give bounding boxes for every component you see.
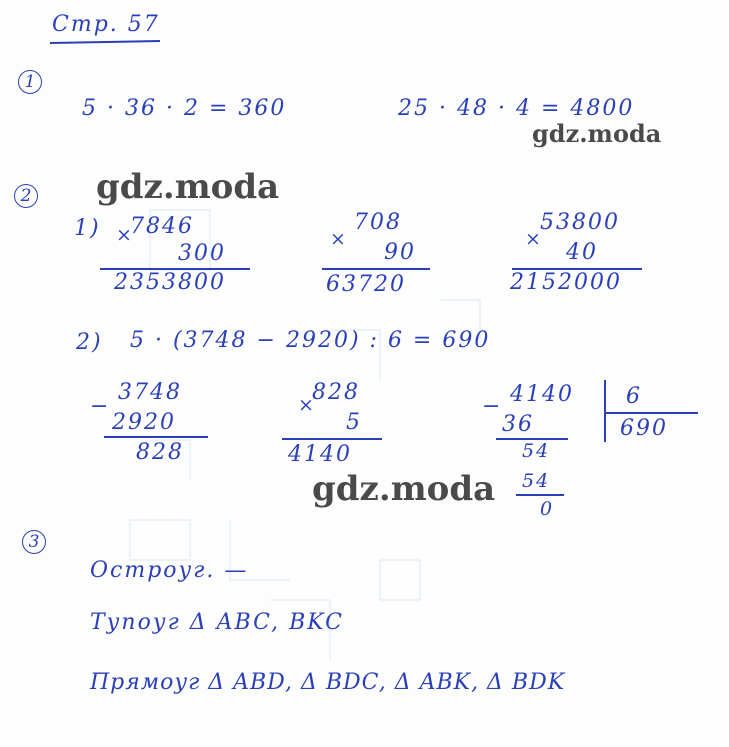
task2-number: 2 [14, 184, 38, 208]
m2-result: 63720 [326, 272, 406, 297]
task1-number: 1 [18, 70, 42, 94]
m1-top: 7846 [130, 214, 194, 239]
m3-top: 53800 [540, 210, 620, 235]
div-vertical-bar [604, 380, 606, 442]
task1-expression-b: 25 · 48 · 4 = 4800 [398, 96, 635, 121]
page-label: Стр. 57 [52, 12, 160, 37]
task3-number: 3 [22, 530, 46, 554]
task3-line-right: Прямоуг Δ ABD, Δ BDC, Δ ABK, Δ BDK [90, 670, 566, 695]
div-divisor: 6 [626, 384, 642, 409]
div-divisor-line [606, 412, 698, 414]
div-quotient: 690 [620, 416, 668, 441]
div-step1-sub: 36 [502, 412, 534, 437]
task3-line-obtuse: Тупоуг Δ ABC, BKC [90, 610, 344, 635]
m3-result: 2152000 [510, 270, 622, 295]
task2-part2-label: 2) [76, 330, 103, 355]
div-sign: − [482, 394, 503, 419]
m3-sign: × [525, 228, 543, 250]
sub-top: 3748 [118, 380, 182, 405]
task1-expression-a: 5 · 36 · 2 = 360 [82, 96, 287, 121]
mul-line [282, 438, 382, 440]
sub-sign: − [90, 394, 111, 419]
m1-result: 2353800 [114, 270, 226, 295]
mul-top: 828 [312, 380, 360, 405]
sub-line [104, 436, 208, 438]
div-step1-rem: 54 [522, 440, 551, 462]
div-step2-sub: 54 [522, 470, 551, 492]
m2-line [322, 268, 430, 270]
m3-bottom: 40 [566, 240, 598, 265]
sub-bottom: 2920 [112, 410, 176, 435]
m1-sign: × [116, 224, 134, 246]
task3-line-acute: Остроуг. — [90, 558, 249, 583]
mul-sign: × [298, 394, 316, 416]
div-step2-rem: 0 [540, 498, 555, 520]
m2-sign: × [330, 228, 348, 250]
watermark: gdz.moda [96, 167, 280, 207]
page-label-underline [50, 40, 160, 44]
div-step2-line [516, 494, 564, 496]
m1-bottom: 300 [178, 241, 226, 266]
watermark: gdz.moda [532, 119, 662, 148]
mul-result: 4140 [288, 442, 352, 467]
m2-bottom: 90 [384, 240, 416, 265]
div-dividend: 4140 [510, 382, 574, 407]
task2-part1-label: 1) [74, 216, 101, 241]
watermark: gdz.moda [312, 469, 496, 509]
mul-bottom: 5 [346, 410, 362, 435]
task2-part2-expression: 5 · (3748 − 2920) : 6 = 690 [130, 328, 491, 353]
sub-result: 828 [136, 440, 184, 465]
m2-top: 708 [354, 210, 402, 235]
